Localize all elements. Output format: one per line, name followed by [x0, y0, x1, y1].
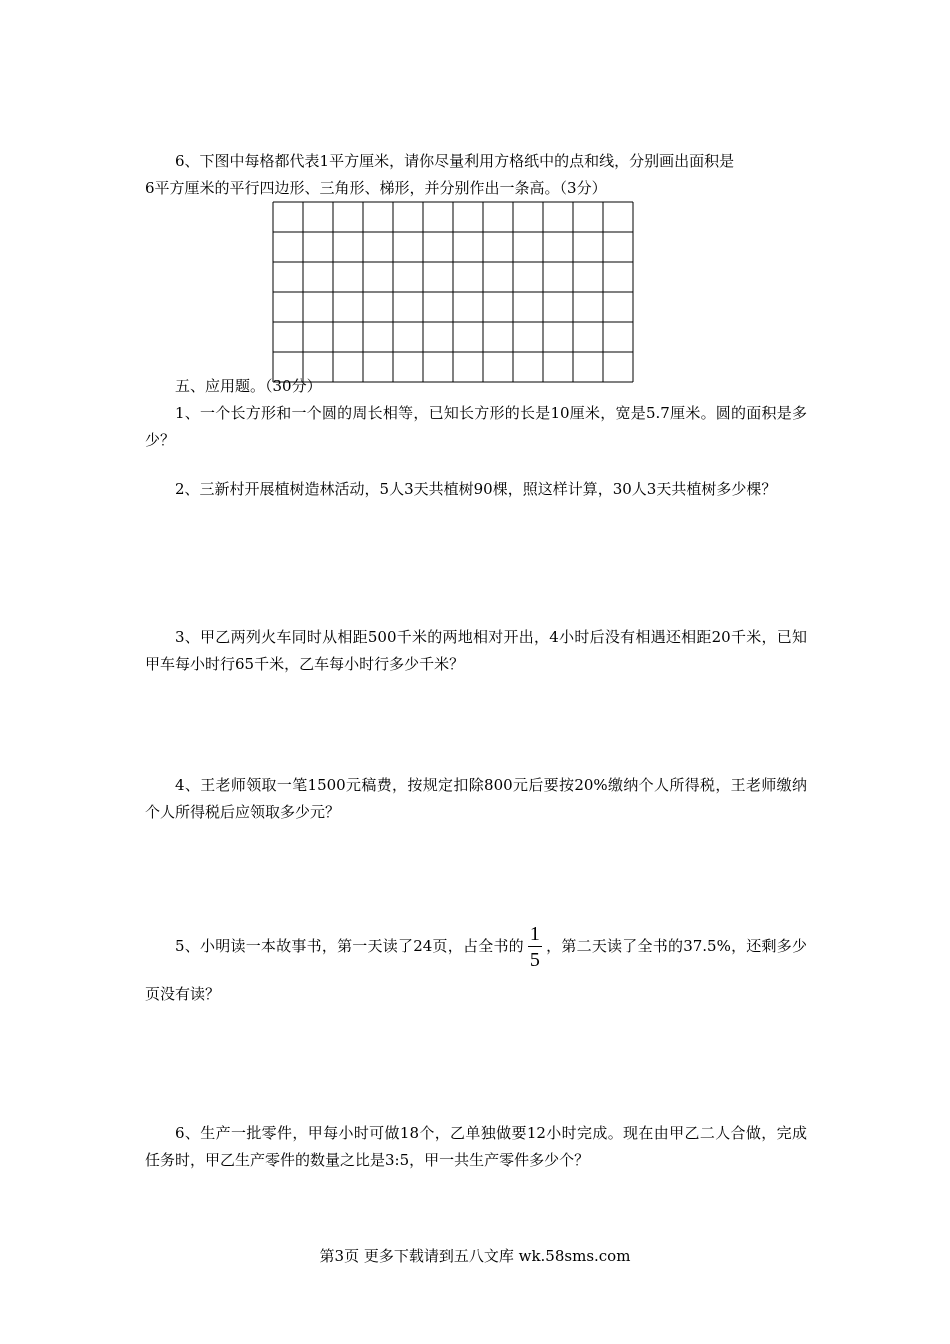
question-grid-line2: 6平方厘米的平行四边形、三角形、梯形，并分别作出一条高。（3分） [145, 179, 607, 197]
word-problem-2-text: 2、三新村开展植树造林活动，5人3天共植树90棵，照这样计算，30人3天共植树多少棵？ [175, 480, 777, 498]
word-problem-4-text: 4、王老师领取一笔1500元稿费，按规定扣除800元后要按20%缴纳个人所得税，王老师缴纳个人所得税后应领取多少元？ [145, 776, 807, 821]
word-problem-5 [145, 922, 807, 1018]
question-grid-drawing [145, 148, 807, 202]
word-problem-3 [145, 624, 807, 678]
square-grid-paper [270, 200, 636, 384]
word-problem-2 [145, 476, 807, 503]
question-grid-line1: 6、下图中每格都代表1平方厘米，请你尽量利用方格纸中的点和线，分别画出面积是 [175, 152, 735, 170]
word-problem-3-text: 3、甲乙两列火车同时从相距500千米的两地相对开出，4小时后没有相遇还相距20千米，已知甲车每小时行65千米，乙车每小时行多少千米？ [145, 628, 807, 673]
section-heading-word-problems: 五、应用题。（30分） [175, 377, 322, 395]
fraction-one-fifth [528, 924, 542, 970]
word-problem-5-text-before: 5、小明读一本故事书，第一天读了24页，占全书的 [175, 937, 524, 955]
fraction-numerator: 1 [529, 923, 540, 945]
word-problem-1 [145, 400, 807, 454]
word-problem-5-text-after: ，第二天读了全书的37.5%，还剩多少页没有读？ [145, 937, 807, 1003]
word-problem-6 [145, 1120, 807, 1174]
word-problem-6-text: 6、生产一批零件，甲每小时可做18个，乙单独做要12小时完成。现在由甲乙二人合做，完成任务时，甲乙生产零件的数量之比是3:5，甲一共生产零件多少个？ [145, 1124, 807, 1169]
word-problem-4 [145, 772, 807, 826]
word-problem-1-text: 1、一个长方形和一个圆的周长相等，已知长方形的长是10厘米，宽是5.7厘米。圆的面积是多少？ [145, 404, 807, 449]
page-footer: 第3页 更多下载请到五八文库 wk.58sms.com [319, 1247, 631, 1265]
fraction-denominator: 5 [529, 949, 540, 971]
